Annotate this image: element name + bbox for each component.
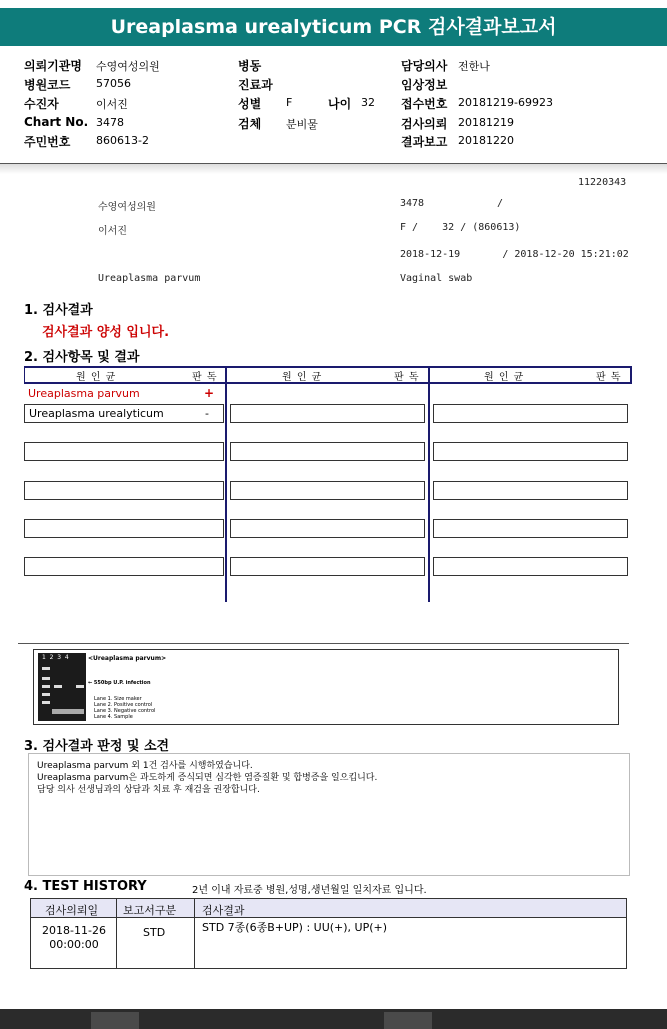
info-sex-age: F / 32 / (860613) [400,222,521,233]
age-value: 32 [361,96,375,109]
taskbar-item[interactable] [384,1012,432,1029]
chart-no-value: 3478 [96,116,124,129]
doctor-value: 전한나 [458,60,490,73]
empty-cell [433,442,628,461]
info-specimen: Vaginal swab [400,273,473,284]
col-header-judge-1: 판 독 [192,372,218,383]
empty-cell [433,519,628,538]
table-right-rule [630,366,632,384]
doctor-label: 담당의사 [401,59,448,73]
findings-box [28,753,630,876]
report-date-label: 결과보고 [401,135,448,149]
info-chart-slash: / [497,198,504,209]
empty-cell [24,519,224,538]
empty-cell [230,481,425,500]
item-row-2 [24,404,224,423]
gel-lane-numbers: 1 2 3 4 [42,654,69,661]
table-divider-1 [225,366,227,602]
hospital-code-value: 57056 [96,77,131,90]
patient-label: 수진자 [24,97,59,111]
gel-image [38,653,86,721]
empty-cell [24,557,224,576]
history-row-result: STD 7종(6종B+UP) : UU(+), UP(+) [202,921,388,934]
sex-value: F [286,96,293,109]
info-organism: Ureaplasma parvum [98,273,201,284]
report-title: Ureaplasma urealyticum PCR 검사결과보고서 [0,8,667,46]
findings-line: 담당 의사 선생님과의 상담과 치료 후 재검을 권장합니다. [37,785,260,795]
age-label: 나이 [328,97,352,111]
empty-cell [230,404,425,423]
info-clinic: 수영여성의원 [98,202,156,213]
clinical-info-label: 임상정보 [401,78,448,92]
department-label: 진료과 [238,78,273,92]
info-dates: 2018-12-19 / 2018-12-20 15:21:02 [400,249,629,260]
ward-label: 병동 [238,59,262,73]
hospital-value: 수영여성의원 [96,60,160,73]
report-date-value: 20181220 [458,134,514,147]
empty-cell [433,481,628,500]
receipt-no-value: 20181219-69923 [458,96,553,109]
taskbar [0,1009,667,1029]
findings-line: Ureaplasma parvum은 과도하게 증식되면 심각한 염증질환 및 합병증을 일으킵니다. [37,773,378,783]
section2-title: 2. 검사항목 및 결과 [24,350,140,365]
empty-cell [230,557,425,576]
gel-band [42,667,50,670]
request-date-value: 20181219 [458,116,514,129]
resident-no-value: 860613-2 [96,134,149,147]
history-note: 2년 이내 자료중 병원,성명,생년월일 일치자료 입니다. [192,885,427,896]
table-divider-2 [428,366,430,602]
history-header-type: 보고서구분 [123,904,177,917]
section1-title: 1. 검사결과 [24,303,93,318]
history-col-rule [194,898,195,969]
specimen-value: 분비물 [286,118,318,131]
gel-band [42,701,50,704]
section3-title: 3. 검사결과 판정 및 소견 [24,739,170,754]
gel-legend-item: Lane 2. Positive control [94,702,153,708]
history-time: 00:00:00 [49,938,99,951]
gel-band [76,685,84,688]
gel-band [42,677,50,680]
item-name-2: Ureaplasma urealyticum [29,407,164,420]
item-name-1: Ureaplasma parvum [28,387,140,400]
history-header-result: 검사결과 [202,904,245,917]
gel-legend [94,696,155,720]
findings-line: Ureaplasma parvum 외 1건 검사를 시행하였습니다. [37,761,253,771]
col-header-organism-2: 원 인 균 [282,372,323,383]
gel-arrow-label: ← 550bp U.P. infection [88,680,151,686]
empty-cell [24,442,224,461]
history-header-date: 검사의뢰일 [45,904,99,917]
info-name: 이서진 [98,226,127,237]
col-header-judge-3: 판 독 [596,372,622,383]
gel-band [52,709,84,714]
gel-band [54,685,62,688]
history-date: 2018-11-26 [42,924,106,937]
col-header-organism-3: 원 인 균 [484,372,525,383]
gel-band [42,693,50,696]
col-header-organism-1: 원 인 균 [76,372,117,383]
info-chart: 3478 [400,198,425,209]
gel-title: <Ureaplasma parvum> [88,655,167,662]
report-code: 11220343 [578,177,627,188]
receipt-no-label: 접수번호 [401,97,448,111]
gel-legend-item: Lane 1. Size maker [94,696,142,702]
empty-cell [433,557,628,576]
section4-title: 4. TEST HISTORY [24,879,147,894]
item-result-2: - [205,407,209,420]
patient-value: 이서진 [96,98,128,111]
resident-no-label: 주민번호 [24,135,71,149]
history-header-bg [31,899,626,917]
gel-legend-item: Lane 4. Sample [94,714,133,720]
empty-cell [24,481,224,500]
empty-cell [433,404,628,423]
hospital-label: 의뢰기관명 [24,59,82,73]
item-result-1: + [204,386,215,400]
history-row-type: STD [143,926,166,939]
table-left-rule [24,366,25,384]
request-date-label: 검사의뢰 [401,117,448,131]
specimen-label: 검체 [238,117,262,131]
col-header-judge-2: 판 독 [394,372,420,383]
chart-no-label: Chart No. [24,115,89,129]
empty-cell [230,442,425,461]
gel-legend-item: Lane 3. Negative control [94,708,156,714]
hospital-code-label: 병원코드 [24,78,71,92]
taskbar-item[interactable] [91,1012,139,1029]
result-summary: 검사결과 양성 입니다. [42,325,170,340]
findings-text [37,760,377,796]
header-shadow [0,164,667,174]
history-col-rule [116,898,117,969]
sex-label: 성별 [238,97,262,111]
history-header-rule [30,917,627,918]
history-row-date [38,924,110,952]
section-divider [18,643,629,644]
empty-cell [230,519,425,538]
gel-band [42,685,50,688]
